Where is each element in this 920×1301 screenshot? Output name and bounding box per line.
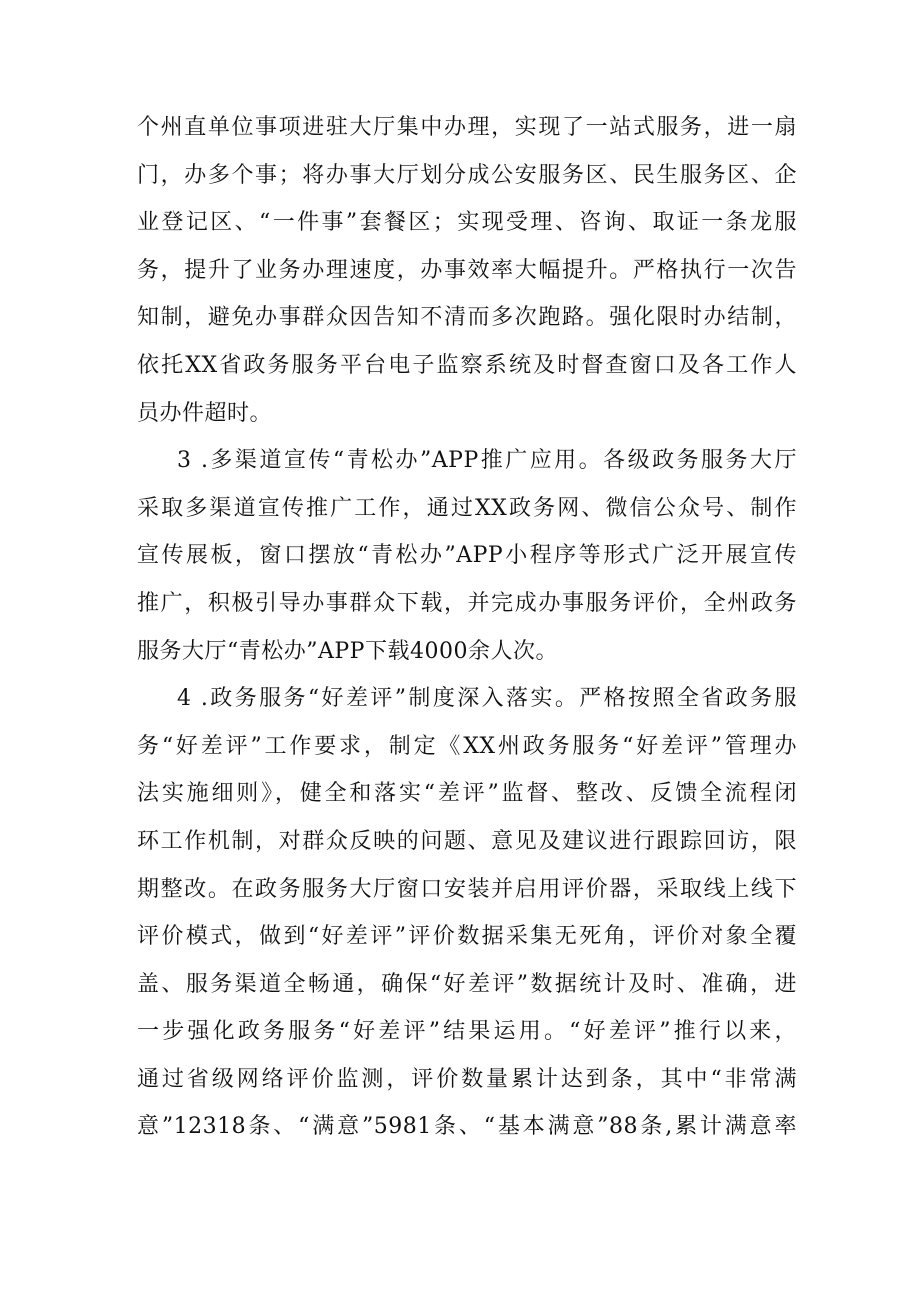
section-heading-line: 4 .政务服务“好差评”制度深入落实。严格按照全省政务服 bbox=[177, 686, 797, 712]
text-line: 个州直单位事项进驻大厅集中办理，实现了一站式服务，进一扇 bbox=[137, 115, 797, 140]
text-line: 业登记区、“一件事”套餐区；实现受理、咨询、取证一条龙服 bbox=[137, 210, 797, 236]
section-heading-line: 3 .多渠道宣传“青松办”APP推广应用。各级政务服务大厅 bbox=[177, 448, 797, 474]
text-line: 依托XX省政务服务平台电子监察系统及时督查窗口及各工作人 bbox=[137, 352, 797, 378]
text-line: 环工作机制，对群众反映的问题、意见及建议进行跟踪回访，限 bbox=[137, 828, 797, 854]
text-line: 期整改。在政务服务大厅窗口安装并启用评价器，采取线上线下 bbox=[137, 876, 797, 902]
text-line: 知制，避免办事群众因告知不清而多次跑路。强化限时办结制， bbox=[137, 305, 797, 331]
body-text bbox=[137, 104, 797, 1151]
text-line: 门，办多个事；将办事大厅划分成公安服务区、民生服务区、企 bbox=[137, 162, 797, 188]
text-line: 一步强化政务服务“好差评”结果运用。“好差评”推行以来， bbox=[137, 1019, 797, 1045]
text-line: 意”12318条、“满意”5981条、“基本满意”88条,累计满意率 bbox=[137, 1114, 797, 1140]
text-line: 盖、服务渠道全畅通，确保“好差评”数据统计及时、准确，进 bbox=[137, 971, 797, 997]
text-line: 务，提升了业务办理速度，办事效率大幅提升。严格执行一次告 bbox=[137, 257, 797, 283]
text-line: 采取多渠道宣传推广工作，通过XX政务网、微信公众号、制作 bbox=[137, 495, 797, 521]
text-line: 法实施细则》，健全和落实“差评”监督、整改、反馈全流程闭 bbox=[137, 781, 797, 807]
text-line: 推广，积极引导办事群众下载，并完成办事服务评价，全州政务 bbox=[137, 590, 797, 616]
text-line: 员办件超时。 bbox=[137, 400, 273, 426]
text-line: 务“好差评”工作要求，制定《XX州政务服务“好差评”管理办 bbox=[137, 733, 797, 759]
text-line: 评价模式，做到“好差评”评价数据采集无死角，评价对象全覆 bbox=[137, 924, 797, 950]
text-line: 宣传展板，窗口摆放“青松办”APP小程序等形式广泛开展宣传 bbox=[137, 543, 797, 569]
text-line: 通过省级网络评价监测，评价数量累计达到条，其中“非常满 bbox=[137, 1066, 797, 1092]
text-line: 服务大厅“青松办”APP下载4000余人次。 bbox=[137, 638, 558, 664]
